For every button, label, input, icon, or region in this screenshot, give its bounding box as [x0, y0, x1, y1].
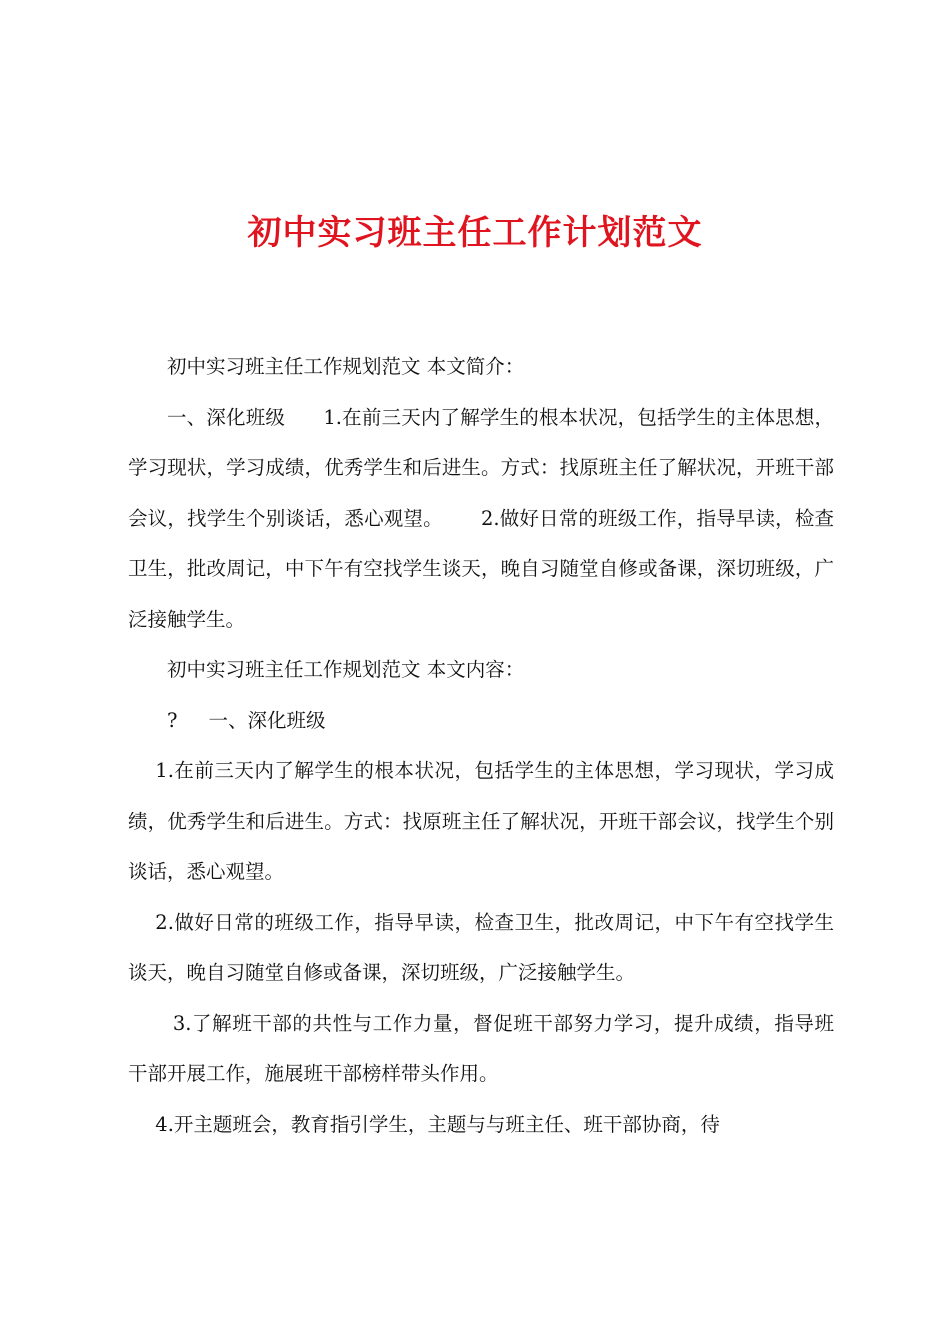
- paragraph-item-2: 2.做好日常的班级工作，指导早读，检查卫生，批改周记，中下午有空找学生谈天，晚自习随堂自修或备课，深切班级，广泛接触学生。: [128, 910, 834, 984]
- paragraph-item-1: 1.在前三天内了解学生的根本状况，包括学生的主体思想，学习现状，学习成绩，优秀学生和后进生。方式：找原班主任了解状况，开班干部会议，找学生个别谈话，悉心观望。: [128, 759, 834, 883]
- paragraph-intro-label: 初中实习班主任工作规划范文 本文简介：: [167, 355, 525, 378]
- section-heading: ? 一、深化班级: [167, 708, 326, 732]
- document-title: 初中实习班主任工作计划范文: [247, 213, 703, 253]
- paragraph-item-3: 3.了解班干部的共性与工作力量，督促班干部努力学习，提升成绩，指导班干部开展工作，施展班干部榜样带头作用。: [128, 1011, 834, 1085]
- paragraph-item-4: 4.开主题班会，教育指引学生，主题与与班主任、班干部协商，待: [155, 1112, 720, 1136]
- paragraph-content-label: 初中实习班主任工作规划范文 本文内容：: [167, 658, 525, 681]
- paragraph-summary: 一、深化班级 1.在前三天内了解学生的根本状况，包括学生的主体思想，学习现状，学习成绩，优秀学生和后进生。方式：找原班主任了解状况，开班干部会议，找学生个别谈话，悉心观望。 2.做好日常的班级工作，指导早读，检查卫生，批改周记，中下午有空找学生谈天，晚自习随堂自修或备课，深切班级，广泛接触学生。: [128, 405, 834, 631]
- document-body: [128, 342, 834, 1150]
